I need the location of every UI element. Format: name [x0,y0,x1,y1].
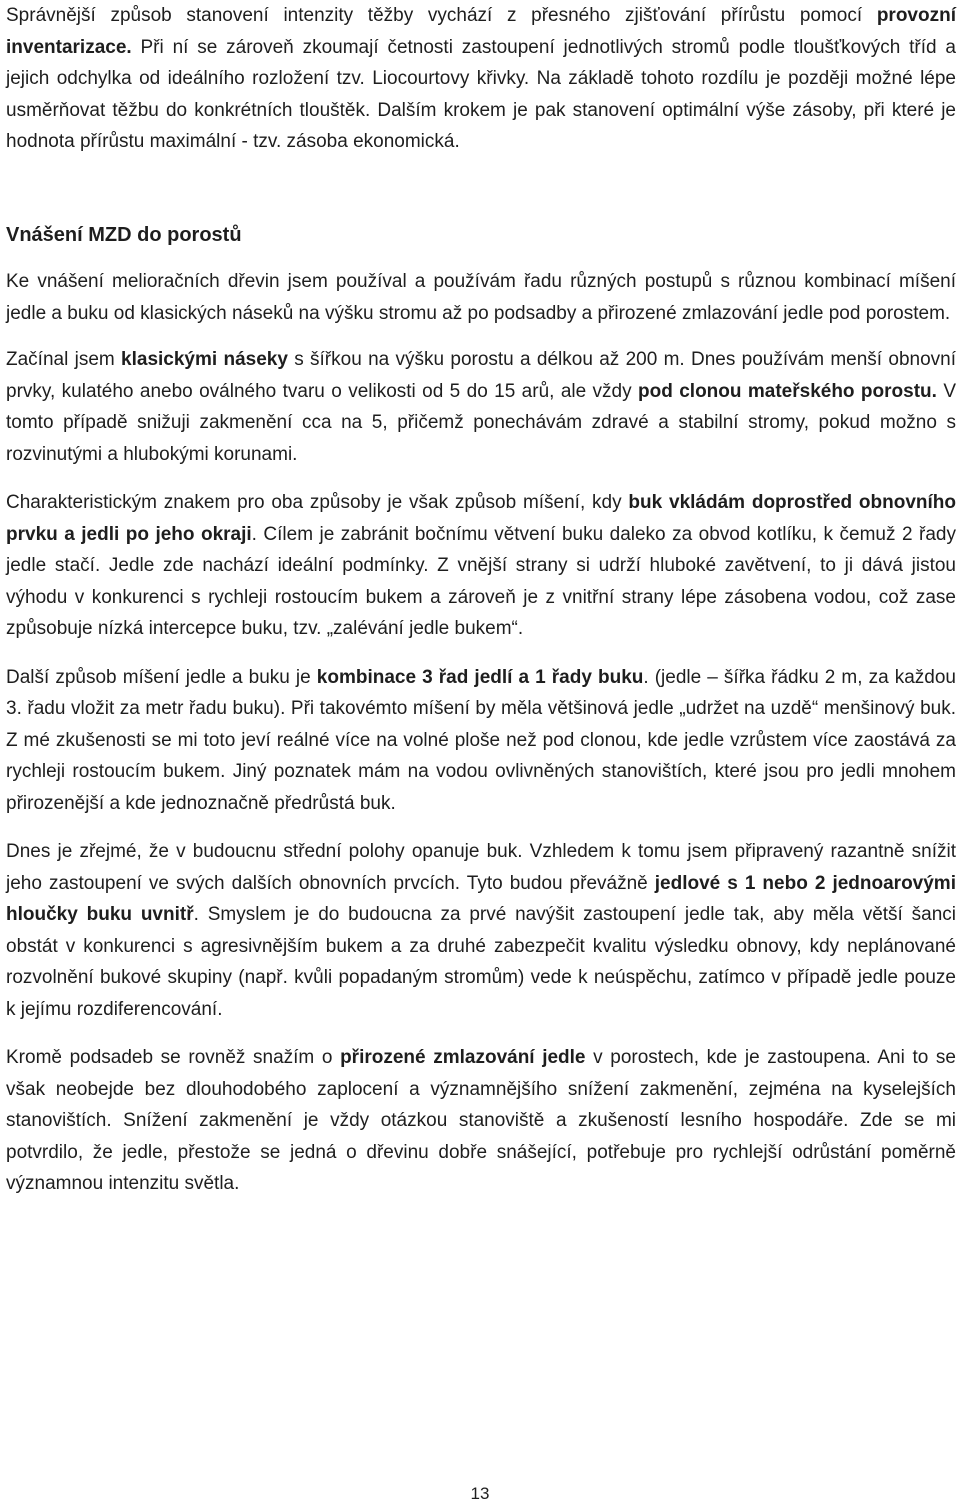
p4-text-a: Charakteristickým znakem pro oba způsoby je však způsob míšení, kdy [6,492,629,513]
p3-bold-d: pod clonou mateřského porostu. [638,380,937,402]
p3-text-a: Začínal jsem [6,349,122,370]
p3-text-e: V tomto případě snižuji zakmenění cca na 5, přičemž ponechávám zdravé a stabilní stromy, pokud možno s rozvinutými a hlubokými korunami. [6,380,956,465]
paragraph-4 [6,487,956,645]
page-number: 13 [470,1484,490,1503]
paragraph-3 [6,344,956,470]
p6-text-a: Dnes je zřejmé, že v budoucnu střední polohy opanuje buk. Vzhledem k tomu jsem připravený razantně snížit jeho zastoupení ve svých dalších obnovních prvcích. Tyto budou převážně [6,841,956,894]
p3-bold-b: klasickými náseky [121,349,288,370]
p4-text-c: . Cílem je zabránit bočnímu větvení buku daleko za obvod kotlíku, k čemuž 2 řady jedle stačí. Jedle zde nachází ideální podmínky. Z vnější strany si udrží hluboké zavětvení, to ji dává jistou výhodu v konkurenci s rychleji rostoucím bukem a zároveň je z vnitřní strany lépe zásobena vodou, což zase způsobuje nízká intercepce buku, tzv. „zalévání jedle bukem“. [6,523,956,639]
p6-text-c: . Smyslem je do budoucna za prvé navýšit zastoupení jedle tak, aby měla větší šanci obstát v konkurenci s agresivnějším bukem a za druhé zabezpečit kvalitu výsledku obnovy, kdy neplánované rozvolnění bukové skupiny (např. kvůli popadaným stromům) vede k neúspěchu, zatímco v případě jedle pouze k jejímu rozdiferencování. [6,904,956,1020]
paragraph-5 [6,662,956,820]
paragraph-7 [6,1042,956,1200]
p5-text-c: . (jedle – šířka řádku 2 m, za každou 3. řadu vložit za metr řadu buku). Při takovémto míšení by měla většinová jedle „udržet na uzdě“ menšinový buk. Z mé zkušenosti se mi toto jeví reálné více na volné ploše než pod clonou, kde jedle vzrůstem více zaostává za rychleji rostoucím bukem. Jiný poznatek mám na vodou ovlivněných stanovištích, které jsou pro jedli mnohem přirozenější a kde jednoznačně předrůstá buk. [6,666,956,814]
intro-bold: provozní inventarizace. [6,5,956,58]
paragraph-intro [6,0,956,158]
intro-text-1: Správnější způsob stanovení intenzity těžby vychází z přesného zjišťování přírůstu pomocí [6,5,877,26]
p6-bold-b: jedlové s 1 nebo 2 jednoarovými hloučky buku uvnitř [6,872,956,925]
p7-text-c: v porostech, kde je zastoupena. Ani to se však neobejde bez dlouhodobého zaplocení a významnějšího snížení zakmenění, zejména na kyselejších stanovištích. Snížení zakmenění je vždy otázkou stanoviště a zkušeností lesního hospodáře. Zde se mi potvrdilo, že jedle, přestože se jedná o dřevinu dobře snášející, potřebuje pro rychlejší odrůstání poměrně významnou intenzitu světla. [6,1047,956,1194]
paragraph-6 [6,836,956,1025]
paragraph-2: Ke vnášení melioračních dřevin jsem používal a používám řadu různých postupů s různou kombinací míšení jedle a buku od klasických náseků na výšku stromu až po podsadby a přirozené zmlazování jedle pod porostem. [6,271,956,324]
p3-text-c: s šířkou na výšku porostu a délkou až 200 m. Dnes používám menší obnovní prvky, kulatého anebo oválného tvaru o velikosti od 5 do 15 arů, ale vždy [6,349,956,402]
p7-bold-b: přirozené zmlazování jedle [340,1047,586,1068]
p5-bold-b: kombinace 3 řad jedlí a 1 řady buku [316,666,644,688]
p4-bold-b: buk vkládám doprostřed obnovního prvku a jedli po jeho okraji [6,492,957,545]
p7-text-a: Kromě podsadeb se rovněž snažím o [6,1047,341,1068]
p5-text-a: Další způsob míšení jedle a buku je [6,666,317,688]
section-heading: Vnášení MZD do porostů [6,223,242,246]
intro-text-2: Při ní se zároveň zkoumají četnosti zastoupení jednotlivých stromů podle tloušťkových tříd a jejich odchylka od ideálního rozložení tzv. Liocourtovy křivky. Na základě tohoto rozdílu je později možné lépe usměrňovat těžbu do konkrétních tlouštěk. Dalším krokem je pak stanovení optimální výše zásoby, při které je hodnota přírůstu maximální - tzv. zásoba ekonomická. [6,36,956,152]
document-page [6,0,956,1200]
